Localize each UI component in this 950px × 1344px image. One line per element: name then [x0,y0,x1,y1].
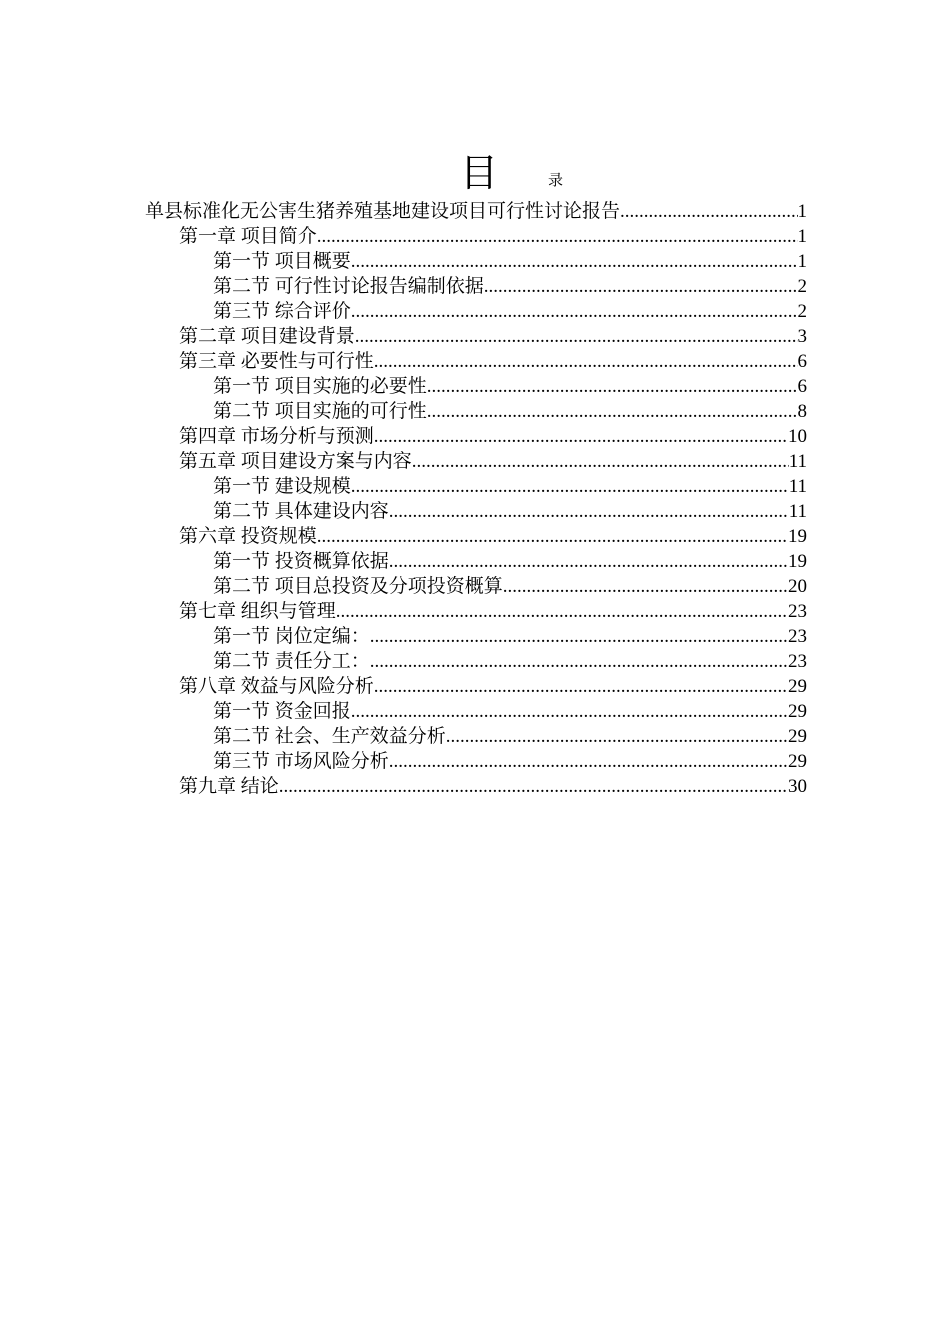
toc-entry-label: 第二节 社会、生产效益分析 [213,726,446,747]
toc-dot-leader [370,649,788,674]
toc-dot-leader [389,549,788,574]
toc-page-number: 1 [797,251,807,272]
toc-dot-leader [503,574,788,599]
toc-entry[interactable] [145,574,807,599]
toc-page-number: 8 [797,401,807,422]
toc-page-number: 1 [797,201,807,222]
toc-page-number: 19 [788,526,807,547]
toc-entry-label: 第一节 资金回报 [213,701,351,722]
toc-entry-label: 第九章 结论 [179,776,279,797]
toc-page-number: 23 [788,601,807,622]
toc-entry-label: 第六章 投资规模 [179,526,317,547]
toc-entry-label: 第七章 组织与管理 [179,601,336,622]
toc-entry[interactable] [145,499,807,524]
toc-dot-leader [279,774,788,799]
toc-title [0,150,950,200]
toc-dot-leader [317,224,798,249]
toc-entry-label: 第二节 项目总投资及分项投资概算 [213,576,503,597]
toc-entry-label: 第一节 项目概要 [213,251,351,272]
toc-entry[interactable] [145,424,807,449]
toc-dot-leader [351,474,789,499]
toc-entry[interactable] [145,224,807,249]
toc-entry-label: 第三节 综合评价 [213,301,351,322]
toc-entry-label: 第五章 项目建设方案与内容 [179,451,412,472]
toc-entry[interactable] [145,524,807,549]
toc-dot-leader [351,299,798,324]
toc-dot-leader [355,324,798,349]
toc-entry[interactable] [145,299,807,324]
toc-dot-leader [317,524,788,549]
toc-dot-leader [412,449,789,474]
toc-entry[interactable] [145,249,807,274]
toc-page-number: 23 [788,626,807,647]
toc-entry[interactable] [145,624,807,649]
toc-entry[interactable] [145,449,807,474]
toc-entry-label: 单县标准化无公害生猪养殖基地建设项目可行性讨论报告 [145,201,621,222]
toc-entry[interactable] [145,699,807,724]
toc-page-number: 19 [788,551,807,572]
toc-entry-label: 第三章 必要性与可行性 [179,351,374,372]
toc-page-number: 6 [797,351,807,372]
toc-dot-leader [351,699,788,724]
toc-page-number: 1 [797,226,807,247]
toc-dot-leader [389,749,788,774]
toc-dot-leader [374,424,788,449]
toc-entry-label: 第三节 市场风险分析 [213,751,389,772]
toc-dot-leader [620,199,797,224]
toc-page-number: 6 [797,376,807,397]
toc-page-number: 29 [788,726,807,747]
toc-list [145,199,807,799]
toc-page-number: 29 [788,751,807,772]
toc-entry-label: 第一节 投资概算依据 [213,551,389,572]
toc-page-number: 2 [797,276,807,297]
toc-dot-leader [336,599,788,624]
toc-entry-label: 第一节 建设规模 [213,476,351,497]
toc-page-number: 20 [788,576,807,597]
toc-page-number: 3 [797,326,807,347]
toc-dot-leader [484,274,798,299]
toc-entry[interactable] [145,749,807,774]
toc-entry[interactable] [145,399,807,424]
toc-dot-leader [370,624,788,649]
toc-entry[interactable] [145,349,807,374]
toc-entry[interactable] [145,649,807,674]
toc-page-number: 10 [788,426,807,447]
toc-entry-label: 第一章 项目简介 [179,226,317,247]
toc-entry-label: 第二节 责任分工： [213,651,370,672]
toc-entry-label: 第四章 市场分析与预测 [179,426,374,447]
toc-entry[interactable] [145,674,807,699]
toc-title-char-1: 目 [460,153,499,195]
toc-page-number: 11 [788,501,807,522]
toc-page-number: 30 [788,776,807,797]
toc-entry-label: 第二节 项目实施的可行性 [213,401,427,422]
toc-entry[interactable] [145,724,807,749]
toc-entry[interactable] [145,374,807,399]
toc-dot-leader [446,724,788,749]
toc-dot-leader [389,499,789,524]
toc-entry[interactable] [145,274,807,299]
toc-page-number: 11 [788,451,807,472]
toc-dot-leader [374,674,788,699]
toc-entry-label: 第一节 岗位定编： [213,626,370,647]
toc-entry[interactable] [145,774,807,799]
toc-entry[interactable] [145,599,807,624]
toc-entry[interactable] [145,199,807,224]
toc-dot-leader [374,349,798,374]
toc-entry-label: 第二章 项目建设背景 [179,326,355,347]
toc-entry[interactable] [145,549,807,574]
toc-entry-label: 第二节 具体建设内容 [213,501,389,522]
toc-page-number: 11 [788,476,807,497]
toc-page-number: 29 [788,701,807,722]
toc-entry-label: 第八章 效益与风险分析 [179,676,374,697]
toc-entry[interactable] [145,474,807,499]
toc-dot-leader [427,374,798,399]
toc-entry[interactable] [145,324,807,349]
toc-page-number: 2 [797,301,807,322]
toc-entry-label: 第一节 项目实施的必要性 [213,376,427,397]
toc-dot-leader [427,399,798,424]
toc-page-number: 29 [788,676,807,697]
toc-dot-leader [351,249,798,274]
toc-title-char-2: 录 [548,173,564,189]
toc-entry-label: 第二节 可行性讨论报告编制依据 [213,276,484,297]
toc-page-number: 23 [788,651,807,672]
